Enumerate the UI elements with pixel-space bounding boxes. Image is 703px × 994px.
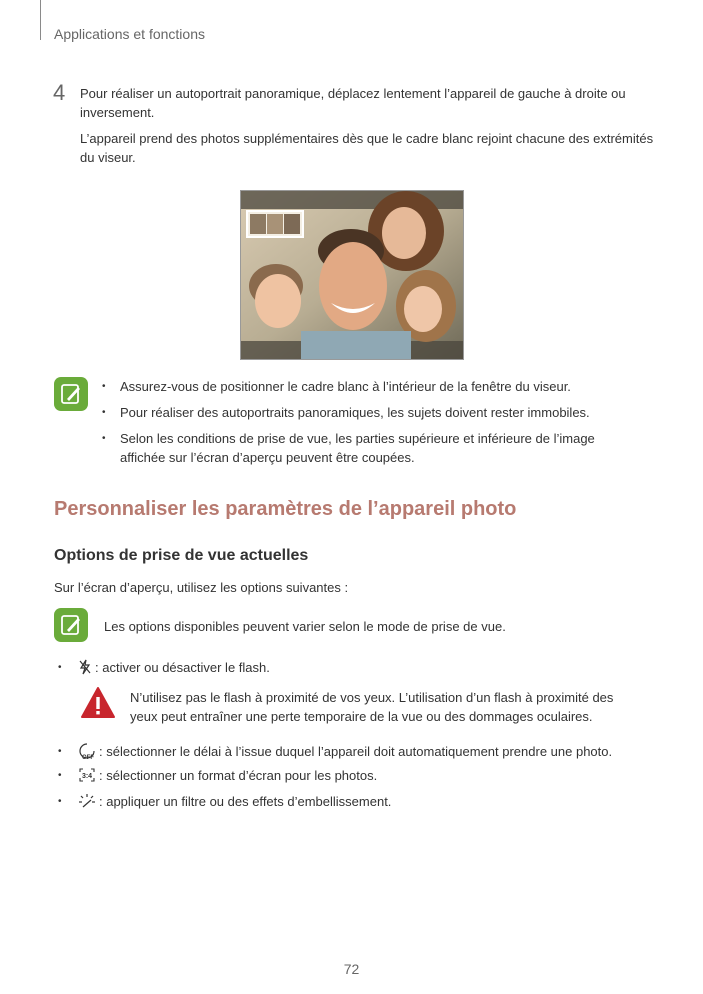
option-filter-text: : appliquer un filtre ou des effets d’embellissement. [99, 793, 392, 809]
selfie-illustration [241, 191, 463, 359]
filter-sparkle-icon [78, 793, 96, 809]
option-ratio: • 3:4 : sélectionner un format d’écran pour les photos. [58, 767, 378, 783]
option-ratio-text: : sélectionner un format d’écran pour les photos. [99, 767, 378, 783]
panorama-selfie-photo [240, 190, 464, 360]
page-header: Applications et fonctions [54, 26, 205, 42]
timer-off-label: OFF [82, 755, 94, 760]
note-list [100, 377, 620, 474]
option-filter: • : appliquer un filtre ou des effets d’embellissement. [58, 793, 392, 809]
header-rule [40, 0, 41, 40]
note-icon [54, 377, 88, 411]
option-flash-text: : activer ou désactiver le flash. [95, 659, 270, 675]
ratio-label: 3:4 [81, 773, 93, 780]
option-timer: • OFF : sélectionner le délai à l’issue duquel l’appareil doit automatiquement prendre une photo. [58, 743, 613, 760]
timer-off-icon [78, 742, 96, 760]
step-text [80, 84, 655, 174]
note-item-2: • Pour réaliser des autoportraits panoramiques, les sujets doivent rester immobiles. [100, 403, 620, 422]
intro-text: Sur l’écran d’aperçu, utilisez les options suivantes : [54, 580, 349, 595]
note-pencil-icon [59, 382, 83, 406]
flash-off-icon [78, 659, 92, 675]
step-paragraph-2: L’appareil prend des photos supplémentaires dès que le cadre blanc rejoint chacune des extrémités du viseur. [80, 131, 654, 165]
note-pencil-icon [59, 613, 83, 637]
note-item-1: • Assurez-vous de positionner le cadre blanc à l’intérieur de la fenêtre du viseur. [100, 377, 620, 396]
step-paragraph-1: Pour réaliser un autoportrait panoramique, déplacez lentement l’appareil de gauche à droite ou inversement. [80, 86, 626, 120]
section-title: Personnaliser les paramètres de l’appareil photo [54, 498, 517, 520]
note-2-text: Les options disponibles peuvent varier selon le mode de prise de vue. [104, 619, 506, 634]
page-number: 72 [343, 961, 360, 977]
note-icon-2 [54, 608, 88, 642]
subsection-title: Options de prise de vue actuelles [54, 547, 309, 564]
warning-text: N’utilisez pas le flash à proximité de vos yeux. L’utilisation d’un flash à proximité des yeux peut entraîner une perte temporaire de la vue ou des dommages oculaires. [130, 690, 614, 724]
ratio-icon [78, 767, 96, 783]
option-timer-text: : sélectionner le délai à l’issue duquel l’appareil doit automatiquement prendre une photo. [99, 743, 613, 759]
warning-icon [80, 686, 116, 725]
option-flash: • : activer ou désactiver le flash. [58, 659, 270, 675]
note-item-3: • Selon les conditions de prise de vue, les parties supérieure et inférieure de l’image affichée sur l’écran d’aperçu peuvent être coupées. [100, 429, 620, 467]
step-number: 4 [53, 80, 66, 105]
